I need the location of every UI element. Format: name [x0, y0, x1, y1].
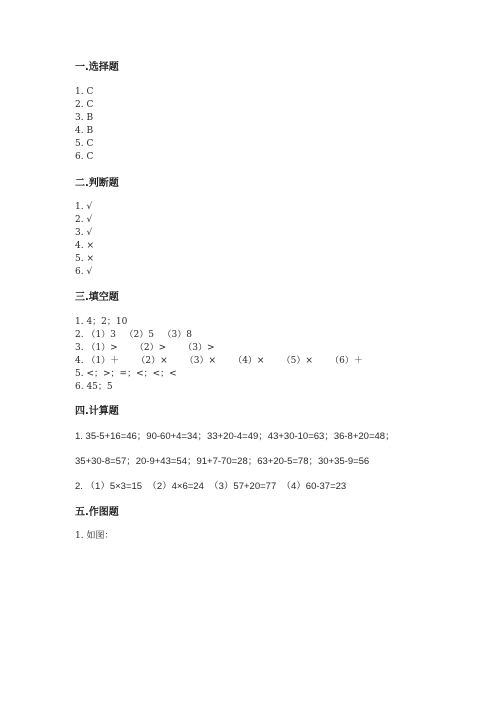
- calc-answer-line-3: 2. （1）5×3=15 （2）4×6=24 （3）57+20=77 （4）60-37=23: [75, 481, 347, 492]
- choice-answer-5: 5. C: [75, 139, 94, 149]
- choice-answer-4: 4. B: [75, 126, 94, 136]
- calc-answer-line-1: 1. 35-5+16=46；90-60+4=34；33+20-4=49；43+30-10=63；36-8+20=48；: [75, 431, 395, 442]
- fill-answer-3: 3. （1）> （2）> （3）>: [75, 343, 215, 353]
- judgement-answer-6: 6. √: [75, 267, 93, 277]
- section-title-choice: 一.选择题: [75, 62, 119, 73]
- judgement-answer-4: 4. ×: [75, 241, 94, 251]
- section-title-calculation: 四.计算题: [75, 406, 119, 417]
- section-title-drawing: 五.作图题: [75, 507, 119, 518]
- section-title-judgement: 二.判断题: [75, 178, 119, 189]
- choice-answer-2: 2. C: [75, 100, 94, 110]
- choice-answer-6: 6. C: [75, 152, 94, 162]
- judgement-answer-5: 5. ×: [75, 254, 94, 264]
- fill-answer-5: 5. <；>；=；<；<；<: [75, 369, 177, 379]
- fill-answer-4: 4. （1）＋ （2）× （3）× （4）× （5）× （6）＋: [75, 356, 363, 366]
- judgement-answer-2: 2. √: [75, 215, 93, 225]
- calc-answer-line-2: 35+30-8=57；20-9+43=54；91+7-70=28；63+20-5=78；30+35-9=56: [75, 456, 370, 467]
- section-title-fill-blank: 三.填空题: [75, 292, 119, 303]
- fill-answer-2: 2. （1）3 （2）5 （3）8: [75, 330, 192, 340]
- choice-answer-3: 3. B: [75, 113, 94, 123]
- judgement-answer-3: 3. √: [75, 228, 93, 238]
- fill-answer-6: 6. 45；5: [75, 382, 113, 392]
- judgement-answer-1: 1. √: [75, 202, 93, 212]
- choice-answer-1: 1. C: [75, 87, 94, 97]
- fill-answer-1: 1. 4；2；10: [75, 317, 128, 327]
- drawing-answer-1: 1. 如图：: [75, 531, 114, 541]
